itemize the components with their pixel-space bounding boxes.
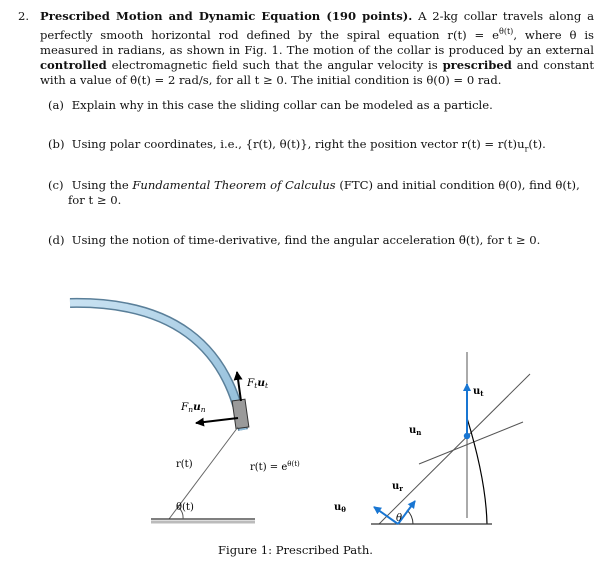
keyword-controlled: controlled (40, 58, 107, 73)
part-text-tail: (t). (528, 137, 546, 151)
label-r: r(t) (176, 459, 193, 470)
label-theta-t: θ(t) (176, 502, 194, 513)
collar (232, 399, 249, 429)
label-fn: Fnun (181, 401, 206, 414)
part-text: Using polar coordinates, i.e., {r(t), θ(t)}, right the position vector r(t) = r(t)u (71, 137, 525, 151)
part-label: (a) (48, 98, 64, 112)
label-ur: $u_r$ (392, 481, 403, 493)
label-ft: Ftut (247, 377, 268, 390)
problem-text-4: and constant with a value of θ̇(t) = 2 rad/s, for all t ≥ 0. The initial condition is θ(0) = 0 rad. (40, 58, 594, 88)
normal-force-arrow (196, 418, 238, 423)
part-label: (c) (48, 178, 64, 192)
radial-line (379, 374, 530, 524)
part-text-b: (FTC) and initial condition θ(0), find θ(t), (339, 178, 580, 192)
part-text-a: Using the (71, 178, 129, 192)
figure-caption: Figure 1: Prescribed Path. (218, 543, 373, 557)
part-text: Using the notion of time-derivative, find the angular acceleration θ̈(t), for t ≥ 0. (71, 233, 541, 247)
problem-exponent: θ(t) (499, 27, 514, 37)
theorem-name: Fundamental Theorem of Calculus (132, 178, 336, 192)
label-ut: $u_t$ (473, 386, 484, 398)
label-utheta: $u_\theta$ (334, 502, 346, 514)
spiral-rod (70, 303, 243, 430)
part-text-c: for t ≥ 0. (68, 193, 122, 208)
problem-text-2: , where θ is measured in radians, as shown in Fig. 1. The motion of the collar is produced by an external (40, 27, 594, 58)
part-text-sub: r (524, 144, 529, 154)
part-label: (d) (48, 233, 65, 247)
label-angle: θ (396, 513, 403, 524)
utheta-vector (374, 507, 398, 524)
keyword-prescribed: prescribed (442, 58, 512, 73)
problem-text-1: A 2-kg collar travels along a perfectly smooth horizontal rod defined by the spiral equation r(t) = e (40, 9, 595, 42)
problem-text-3: electromagnetic field such that the angular velocity is (111, 58, 438, 73)
normal-line (419, 422, 523, 464)
problem-number: 2. (18, 9, 30, 23)
part-text: Explain why in this case the sliding collar can be modeled as a particle. (71, 98, 493, 112)
part-label: (b) (48, 137, 65, 151)
label-un: $u_n$ (409, 425, 422, 437)
problem-title: Prescribed Motion and Dynamic Equation (190 points). (40, 9, 413, 23)
label-spiral-equation: $r(t) = e^{\theta(t)}$ (250, 460, 300, 473)
